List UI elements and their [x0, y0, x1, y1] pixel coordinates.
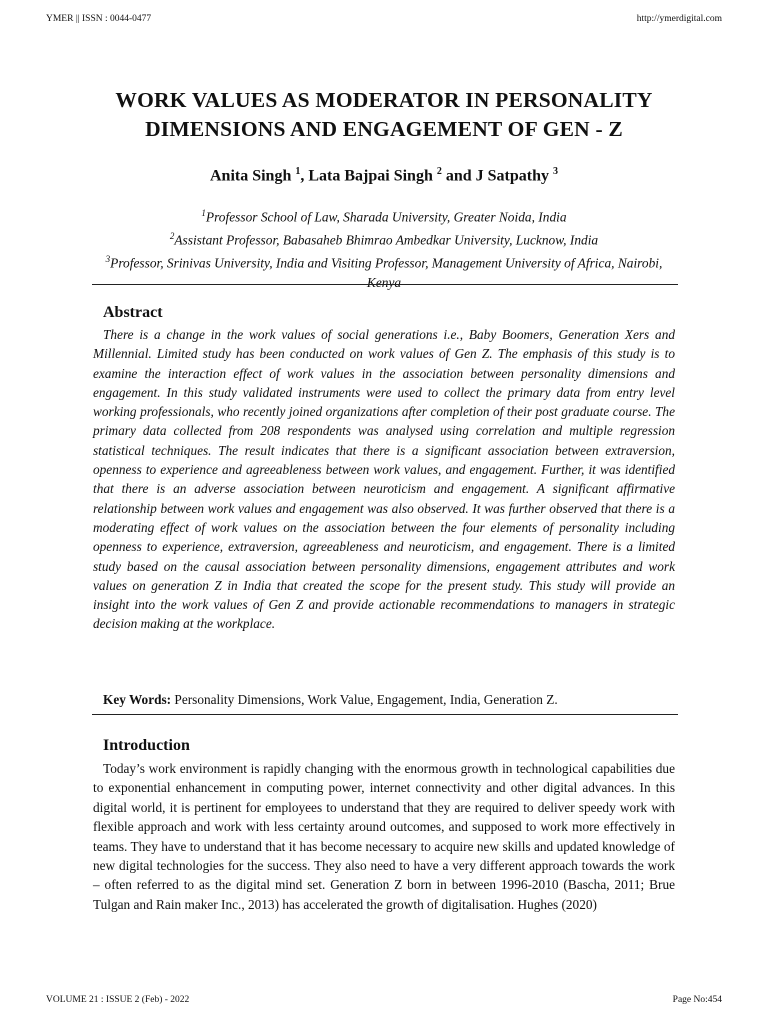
author-affiliation-marker: 1 [295, 166, 301, 177]
running-header-journal: YMER || ISSN : 0044-0477 [46, 14, 152, 24]
introduction-body: Today’s work environment is rapidly changing with the enormous growth in technological capabilities due to exponential enhancement in computing power, internet connectivity and other digital advances. In this digital world, it is pertinent for employees to understand that they are required to deliver speedy work with flexible approach and work with less certainty around outcomes, and supposed to work more effectively in teams. They have to understand that it has become necessary to acquire new skills and updated knowledge of new digital technologies for the success. They also need to have a very different approach towards the work – often referred to as the digital mind set. Generation Z born in between 1996-2010 (Bascha, 2011; Brue Tulgan and Rain maker Inc., 2013) has accelerated the growth of digitalisation. Hughes (2020) [93, 761, 675, 912]
affiliations [90, 204, 678, 292]
author-name: Lata Bajpai Singh [308, 167, 433, 185]
author-separator: and [441, 167, 476, 185]
author-affiliation-marker: 2 [436, 166, 442, 177]
affiliation-marker: 1 [201, 208, 206, 218]
author-list [60, 166, 708, 185]
section-divider [92, 714, 678, 715]
affiliation-text: Professor, Srinivas University, India and Visiting Professor, Management University of Africa, Nairobi, Kenya [110, 255, 663, 290]
abstract-heading: Abstract [103, 304, 163, 321]
abstract-body: There is a change in the work values of social generations i.e., Baby Boomers, Generation Xers and Millennial. Limited study has been conducted on work values of Gen Z. The emphasis of this study is to examine the interaction effect of work values in the association between personality dimensions and engagement. In this study validated instruments were used to collect the primary data from entry level working professionals, who recently joined organizations after completion of their post graduate course. The primary data collected from 208 respondents was analysed using correlation and multiple regression statistical techniques. The result indicates that there is a significant association between extraversion, openness to experience and agreeableness between work values, and engagement. Further, it was identified that there is an adverse association between neuroticism and engagement. A significant affirmative relationship between work values and engagement was also observed. It was further observed that there is a moderating effect of work values on the association between the four elements of personality including openness to experience, extraversion, agreeableness and neuroticism, and engagement. There is a limited study based on the causal association between personality dimensions, engagement attributes and work values on generation Z in India that created the scope for the present study. This study will provide an insight into the work values of Gen Z and provide actionable recommendations to managers in strategic decision making at the workplace. [93, 327, 675, 632]
affiliation-marker: 3 [105, 253, 111, 264]
affiliation-text: Professor School of Law, Sharada University, Greater Noida, India [205, 209, 567, 225]
running-header-url[interactable]: http://ymerdigital.com [636, 14, 722, 24]
author-name: Anita Singh [209, 167, 292, 185]
affiliation-2 [90, 227, 678, 250]
author-separator: , [300, 167, 309, 185]
title-line-2: DIMENSIONS AND ENGAGEMENT OF GEN - Z [145, 117, 623, 141]
author-affiliation-marker: 3 [553, 166, 558, 177]
keywords [103, 692, 678, 708]
introduction-heading: Introduction [103, 737, 190, 754]
footer-volume: VOLUME 21 : ISSUE 2 (Feb) - 2022 [46, 995, 190, 1005]
author-name: J Satpathy [475, 167, 549, 185]
paper-title [60, 86, 708, 144]
affiliation-3 [90, 250, 678, 292]
affiliation-1 [90, 204, 678, 227]
title-line-1: WORK VALUES AS MODERATOR IN PERSONALITY [115, 88, 653, 112]
keywords-label: Key Words: [103, 692, 172, 707]
section-divider [92, 284, 678, 285]
affiliation-text: Assistant Professor, Babasaheb Bhimrao Ambedkar University, Lucknow, India [174, 232, 599, 248]
keywords-text: Personality Dimensions, Work Value, Engagement, India, Generation Z. [171, 692, 558, 707]
footer-page-number: Page No:454 [672, 995, 722, 1005]
affiliation-marker: 2 [169, 230, 175, 241]
